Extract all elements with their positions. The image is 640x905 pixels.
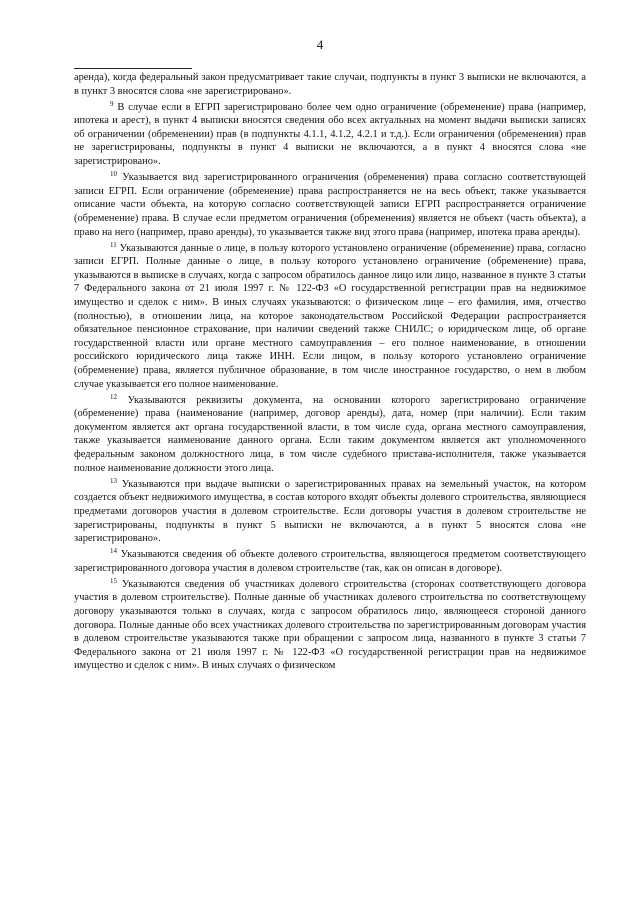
footnote-text: Указываются при выдаче выписки о зарегистрированных правах на земельный участок, на котором создается объект недвижимого имущества, в состав которого входят объекты долевого строительства, являющиеся предметами договоров участия в долевом строительстве. Если договоры участия в долевом строительстве не зарегистрированы, подпункты в пункт 5 выписки не включаются, а в пункт 5 вносятся слова «не зарегистрировано». [74, 478, 586, 545]
footnote-12 [74, 394, 586, 476]
footnote-marker: 13 [110, 476, 117, 485]
footnotes-body [74, 71, 586, 676]
footnote-marker: 9 [110, 99, 114, 108]
footnote-marker: 11 [110, 240, 117, 249]
footnote-marker: 12 [110, 392, 117, 401]
footnote-marker: 14 [110, 547, 117, 556]
footnote-text: Указываются данные о лице, в пользу которого установлено ограничение (обременение) права, согласно записи ЕГРП. Полные данные о лице, в пользу которого установлено ограничение (обременение) права, указываются в выписке в случаях, когда с запросом обратилось данное лицо или лицо, названное в пункте 3 статьи 7 Федерального закона от 21 июля 1997 г. № 122-ФЗ «О государственной регистрации прав на недвижимое имущество и сделок с ним». В иных случаях указываются: о физическом лице – его фамилия, имя, отчество (полностью), в отношении лица, на которое законодательством Российской Федерации распространяется обязательное пенсионное страхование, при наличии сведений также СНИЛС; о юридическом лице, об органе государственной власти или органе местного самоуправления – его полное наименование, в отношении российского юридического лица также ИНН. Если лицом, в пользу которого установлено ограничение (обременение) права, является публичное образование, в том числе иностранное государство, о нем в любом случае указывается его полное наименование. [74, 242, 586, 390]
footnote-15 [74, 578, 586, 673]
footnote-9 [74, 101, 586, 169]
footnote-11 [74, 242, 586, 392]
footnote-text: Указывается вид зарегистрированного ограничения (обременения) права согласно соответствующей записи ЕГРП. Если ограничение (обременение) права распространяется не на весь объект, также указывается описание части объекта, на которую согласно соответствующей записи ЕГРП распространяется ограничение (обременение) права. В случае если предметом ограничения (обременения) является не объект (часть объекта), а право на него (например, право аренды), то указывается также вид этого права (например, ипотека права аренды). [74, 172, 586, 238]
footnote-text: Указываются реквизиты документа, на основании которого зарегистрировано ограничение (обременение) права (наименование (например, договор аренды), дата, номер (при наличии). Если таким документом является акт органа государственной власти, в том числе суда, органа местного самоуправления, также указывается наименование данного органа. Если таким документом является акт уполномоченного федеральным законом должностного лица, в том числе судебного пристава-исполнителя, также указывается полное наименование должности этого лица. [74, 394, 586, 474]
footnote-separator [74, 68, 192, 69]
footnote-text: В случае если в ЕГРП зарегистрировано более чем одно ограничение (обременение) права (например, ипотека и арест), в пункт 4 выписки вносятся сведения обо всех актуальных на момент выдачи выписки записях об ограничении (обременении) прав (в подпункты 4.1.1, 4.1.2, 4.2.1 и т.д.). Если ограничения (обременения) прав не зарегистрированы, подпункты в пункт 4 выписки не включаются, а в пункт 4 вносятся слова «не зарегистрировано». [74, 101, 586, 168]
footnote-10 [74, 171, 586, 239]
footnote-13 [74, 478, 586, 546]
footnote-continuation [74, 71, 586, 98]
footnote-text: Указываются сведения об объекте долевого строительства, являющегося предметом соответствующего зарегистрированного договора участия в долевом строительстве (так, как он описан в договоре). [74, 549, 586, 574]
footnote-text: аренда), когда федеральный закон предусматривает такие случаи, подпункты в пункт 3 выписки не включаются, а в пункт 3 вносятся слова «не зарегистрировано». [74, 72, 586, 97]
footnote-marker: 10 [110, 170, 117, 179]
page-number: 4 [316, 37, 324, 52]
footnote-text: Указываются сведения об участниках долевого строительства (сторонах соответствующего договора участия в долевом строительстве). Полные данные об участниках долевого строительства по соответствующему договору указываются только в случаях, когда с запросом обратилось лицо, являющееся стороной данного договора. Полные данные обо всех участниках долевого строительства по зарегистрированным договорам участия в долевом строительстве указываются также при обращении с запросом лица, названного в пункте 3 статьи 7 Федерального закона от 21 июля 1997 г. № 122-ФЗ «О государственной регистрации прав на недвижимое имущество и сделок с ним». В иных случаях о физическом [74, 578, 586, 672]
footnote-14 [74, 548, 586, 575]
footnote-marker: 15 [110, 576, 117, 585]
